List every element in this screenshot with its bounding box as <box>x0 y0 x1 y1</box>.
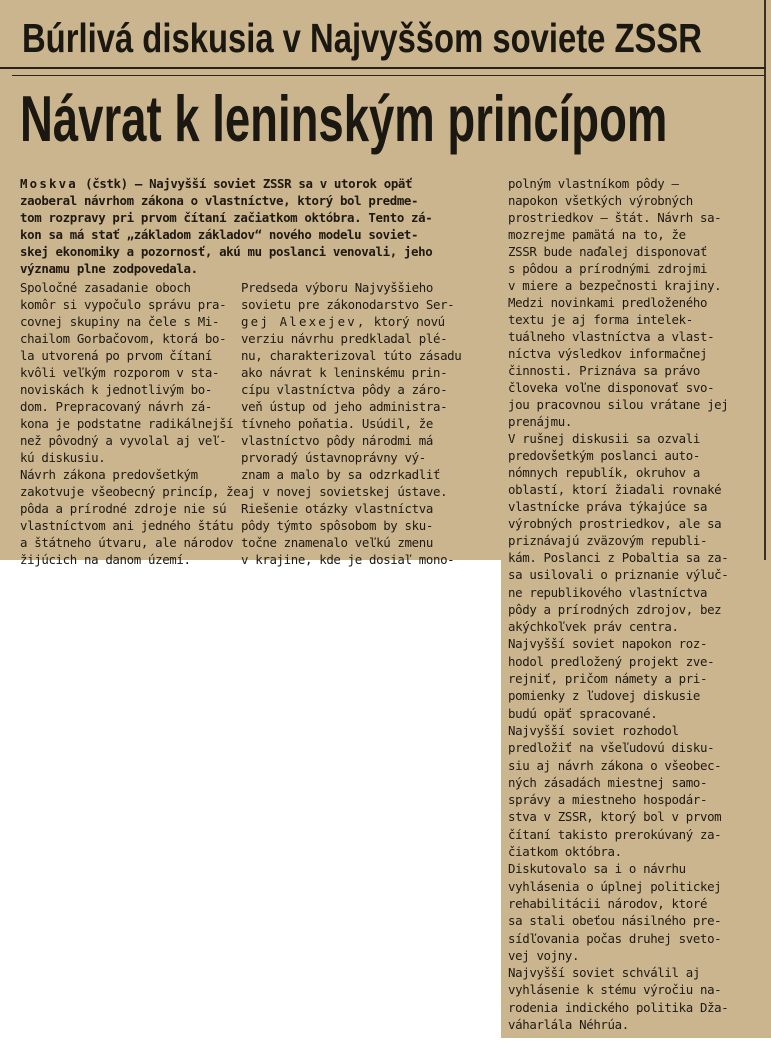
text-line: textu je aj forma intelek- <box>508 312 693 327</box>
text-line: hodol predložený projekt zve- <box>508 653 715 669</box>
text-line: Najvyšší soviet schválil aj <box>508 965 700 981</box>
text-line: jou pracovnou silou vrátane jej <box>508 397 729 412</box>
article-kicker: Búrlivá diskusia v Najvyššom soviete ZSSR <box>22 15 702 61</box>
text-line: v miere a bezpečnosti krajiny. <box>508 278 722 293</box>
text-line: siu aj návrh zákona o všeobec- <box>508 757 722 773</box>
text-line: mozrejme pamätá na to, že <box>508 227 686 242</box>
article-column-3-bottom <box>508 549 728 1051</box>
article-column-3-top <box>508 158 728 583</box>
text-line: predložiť na všeľudovú disku- <box>508 740 715 756</box>
text-line: ných zásadách miestnej samo- <box>508 774 708 790</box>
text-line: s pôdou a prírodnými zdrojmi <box>508 261 708 276</box>
text-line: V rušnej diskusii sa ozvali <box>508 431 700 446</box>
text-line: točne znamenalo veľkú zmenu <box>241 535 433 550</box>
text-line: akýchkoľvek práv centra. <box>508 619 679 635</box>
text-line: človeka voľne disponovať svo- <box>508 380 715 395</box>
text-line: polným vlastníkom pôdy — <box>508 176 679 191</box>
headline-rule <box>0 67 766 69</box>
text-line: pôdy týmto spôsobom by sku- <box>241 518 433 533</box>
text-line: verziu návrhu predkladal plé- <box>241 331 448 346</box>
text-line: oblastí, ktorí žiadali rovnaké <box>508 482 722 497</box>
text-line: činnosti. Priznáva sa právo <box>508 363 700 378</box>
text-line: Návrh zákona predovšetkým <box>20 467 198 482</box>
text-line: vej vojny. <box>508 947 580 963</box>
text-line: prvoradý ústavnoprávny vý- <box>241 450 426 465</box>
text-line: stva v ZSSR, ktorý bol v prvom <box>508 809 722 825</box>
text-line: pôdy a prírodných zdrojov, bez <box>508 601 722 617</box>
lead-line: skej ekonomiky a pozornosť, akú mu poslanci venovali, jeho <box>20 244 433 259</box>
text-line: noviskách k jednotlivým bo- <box>20 382 212 397</box>
text-line: rehabilitácii národov, ktoré <box>508 895 708 911</box>
text-line: pôda a prírodné zdroje nie sú <box>20 501 227 516</box>
lead-line: tom rozpravy pri prvom čítaní začiatkom októbra. Tento zá- <box>20 210 433 225</box>
article-column-2 <box>241 262 461 585</box>
text-line: vyhlásenia o úplnej politickej <box>508 878 722 894</box>
lead-line: zaoberal návrhom zákona o vlastníctve, ktorý bol predme- <box>20 193 419 208</box>
text-line: chailom Gorbačovom, ktorá bo- <box>20 331 227 346</box>
text-line: la utvorená po prvom čítaní <box>20 348 212 363</box>
lead-dateline: Moskva <box>20 176 78 191</box>
text-line: covnej skupiny na čele s Mi- <box>20 314 220 329</box>
text-line: budú opäť spracované. <box>508 705 658 721</box>
text-line: rodenia indického politika Dža- <box>508 999 729 1015</box>
text-line: výrobných prostriedkov, ale sa <box>508 516 722 531</box>
text-line: priznávajú zväzovým republi- <box>508 533 708 548</box>
text-line: pomienky z ľudovej diskusie <box>508 688 700 704</box>
text-line: zakotvuje všeobecný princíp, že <box>20 484 241 499</box>
text-line: komôr si vypočulo správu pra- <box>20 297 227 312</box>
text-line: prenájmu. <box>508 414 572 429</box>
clipping-edge-line <box>764 0 766 560</box>
text-line: znam a malo by sa odzrkadliť <box>241 467 441 482</box>
text-line: čiatkom októbra. <box>508 844 622 860</box>
text-line: cípu vlastníctva pôdy a záro- <box>241 382 448 397</box>
text-line: aj v novej sovietskej ústave. <box>241 484 448 499</box>
text-line: sa usilovali o priznanie výluč- <box>508 567 729 583</box>
text-line: Riešenie otázky vlastníctva <box>241 501 433 516</box>
lead-line: významu plne zodpovedala. <box>20 261 198 276</box>
text-line: kvôli veľkým rozporom v sta- <box>20 365 220 380</box>
text-line: predovšetkým poslanci auto- <box>508 448 700 463</box>
text-fragment: ktorý novú <box>366 314 445 329</box>
text-line: dom. Prepracovaný návrh zá- <box>20 399 212 414</box>
text-line: vlastníctvo pôdy národmi má <box>241 433 433 448</box>
text-line: ne republikového vlastníctva <box>508 584 708 600</box>
text-line: vlastníctvom ani jedného štátu <box>20 518 234 533</box>
text-line: Predseda výboru Najvyššieho <box>241 280 433 295</box>
text-line: tívneho poňatia. Usúdil, že <box>241 416 433 431</box>
text-line: Spoločné zasadanie oboch <box>20 280 191 295</box>
text-line: kám. Poslanci z Pobaltia sa za- <box>508 550 729 565</box>
text-line: žijúcich na danom území. <box>20 552 191 567</box>
text-line: ako návrat k leninskému prin- <box>241 365 448 380</box>
text-line: ZSSR bude naďalej disponovať <box>508 244 708 259</box>
text-line: čítaní takisto prerokúvaný za- <box>508 826 722 842</box>
text-line: sa stali obeťou násilného pre- <box>508 913 722 929</box>
lead-line: kon sa má stať „základom základov“ nového modelu soviet- <box>20 227 419 242</box>
text-line: tuálneho vlastníctva a vlast- <box>508 329 715 344</box>
text-line: sovietu pre zákonodarstvo Ser- <box>241 297 455 312</box>
text-line: vyhlásenie k stému výročiu na- <box>508 982 722 998</box>
person-name: gej Alexejev, <box>241 314 367 329</box>
text-line: prostriedkov — štát. Návrh sa- <box>508 210 722 225</box>
text-line: Diskutovalo sa i o návrhu <box>508 861 686 877</box>
text-line <box>241 313 461 330</box>
headline-rule-thin <box>12 75 764 76</box>
text-line: správy a miestneho hospodár- <box>508 792 708 808</box>
text-line: sídľovania počas druhej sveto- <box>508 930 722 946</box>
article-column-1 <box>20 262 240 585</box>
text-line: rejniť, pričom námety a pri- <box>508 671 708 687</box>
text-line: vlastnícke práva týkajúce sa <box>508 499 708 514</box>
text-line: než pôvodný a vyvolal aj veľ- <box>20 433 227 448</box>
text-line: kona je podstatne radikálnejší <box>20 416 234 431</box>
text-line: Najvyšší soviet rozhodol <box>508 722 679 738</box>
text-line: v krajine, kde je dosiaľ mono- <box>241 552 455 567</box>
text-line: Najvyšší soviet napokon roz- <box>508 636 708 652</box>
lead-line <box>20 175 432 192</box>
text-line: níctva výsledkov informačnej <box>508 346 708 361</box>
lead-agency: (čstk) — Najvyšší soviet ZSSR sa v utorok opäť <box>85 176 413 191</box>
article-title: Návrat k leninským princípom <box>20 82 668 155</box>
text-line: nu, charakterizoval túto zásadu <box>241 348 462 363</box>
text-line: kú diskusiu. <box>20 450 106 465</box>
text-line: veň ústup od jeho administra- <box>241 399 448 414</box>
text-line: váharlála Néhrúa. <box>508 1017 629 1033</box>
text-line: a štátneho útvaru, ale národov <box>20 535 234 550</box>
text-line: nómnych republík, okruhov a <box>508 465 700 480</box>
text-line: Medzi novinkami predloženého <box>508 295 708 310</box>
text-line: napokon všetkých výrobných <box>508 193 693 208</box>
